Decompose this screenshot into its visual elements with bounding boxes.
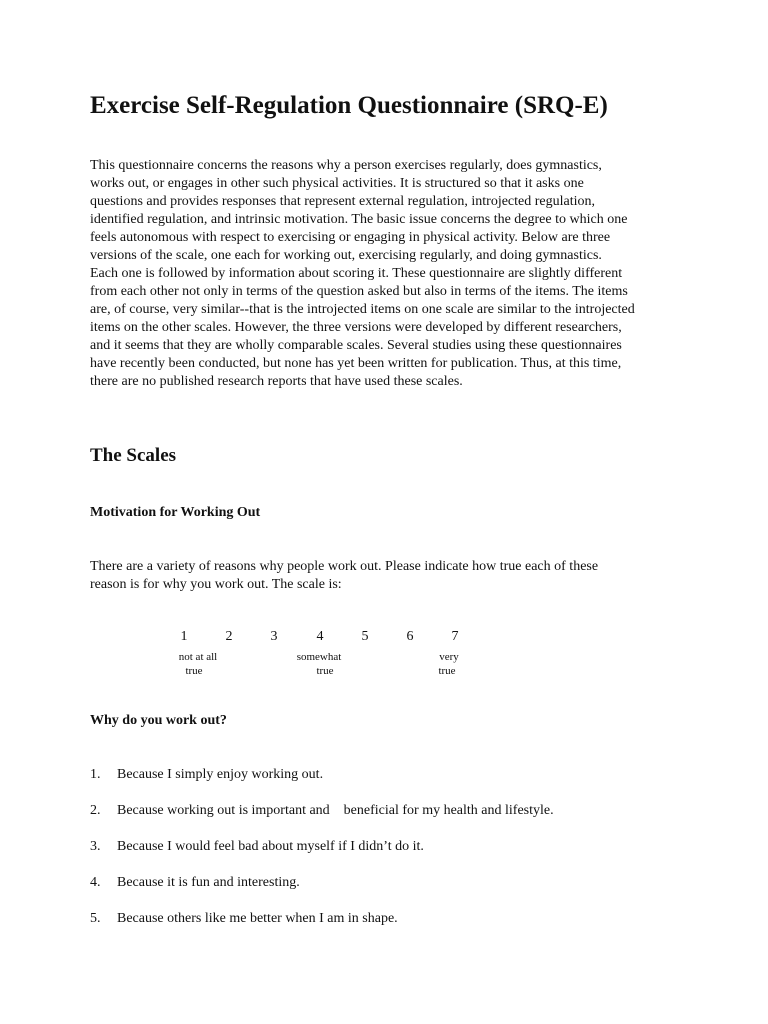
list-item <box>90 803 554 819</box>
item-number: 3. <box>90 839 101 854</box>
intro-line: works out, or engages in other such physical activities. It is structured so that it asks one <box>90 176 584 191</box>
item-text: Because others like me better when I am in shape. <box>117 911 398 926</box>
page-title: Exercise Self-Regulation Questionnaire (SRQ-E) <box>90 92 608 119</box>
scale-point: 7 <box>451 629 459 644</box>
question-heading: Why do you work out? <box>90 713 227 728</box>
sub-heading: Motivation for Working Out <box>90 505 261 520</box>
item-number: 2. <box>90 803 101 818</box>
instruction-line: There are a variety of reasons why people work out. Please indicate how true each of these <box>90 559 599 574</box>
scale-point: 1 <box>180 629 188 644</box>
scale-anchor-high <box>409 650 489 678</box>
scale-anchor-low <box>158 650 238 678</box>
intro-line: questions and provides responses that represent external regulation, introjected regulation, <box>90 194 596 209</box>
item-text: Because working out is important and beneficial for my health and lifestyle. <box>117 803 554 818</box>
scale-anchor-text: somewhat <box>296 651 342 663</box>
item-number: 4. <box>90 875 101 890</box>
scale-point: 2 <box>225 629 233 644</box>
item-text: Because I would feel bad about myself if I didn’t do it. <box>117 839 424 854</box>
item-text: Because it is fun and interesting. <box>117 875 300 890</box>
intro-line: identified regulation, and intrinsic motivation. The basic issue concerns the degree to which one <box>90 212 628 227</box>
intro-line: items on the other scales. However, the three versions were developed by different researchers, <box>90 320 622 335</box>
intro-paragraph <box>90 157 690 391</box>
intro-line: are, of course, very similar--that is the introjected items on one scale are similar to the introjected <box>90 302 635 317</box>
intro-line: from each other not only in terms of the question asked but also in terms of the items. The items <box>90 284 628 299</box>
scale-anchor-text: not at all <box>178 651 218 663</box>
scale-anchor-text: very <box>439 651 459 663</box>
item-text: Because I simply enjoy working out. <box>117 767 324 782</box>
intro-line: versions of the scale, one each for working out, exercising regularly, and doing gymnastics. <box>90 248 602 263</box>
list-item <box>90 767 323 783</box>
scale-point: 4 <box>316 629 324 644</box>
scale-anchor-mid <box>279 650 359 678</box>
intro-line: have recently been conducted, but none has yet been written for publication. Thus, at this time, <box>90 356 622 371</box>
list-item <box>90 839 424 855</box>
scale-anchor-text: true <box>185 665 203 677</box>
list-item <box>90 875 300 891</box>
section-heading: The Scales <box>90 445 177 466</box>
scale-anchor-text: true <box>316 665 334 677</box>
item-number: 5. <box>90 911 101 926</box>
item-number: 1. <box>90 767 101 782</box>
intro-line: feels autonomous with respect to exercising or engaging in physical activity. Below are three <box>90 230 611 245</box>
scale-anchor-text: true <box>438 665 456 677</box>
instruction-line: reason is for why you work out. The scale is: <box>90 577 342 592</box>
instructions-paragraph <box>90 558 598 594</box>
list-item <box>90 911 398 927</box>
intro-line: and it seems that they are wholly comparable scales. Several studies using these questionnaires <box>90 338 622 353</box>
scale-point: 3 <box>270 629 278 644</box>
intro-line: This questionnaire concerns the reasons why a person exercises regularly, does gymnastics, <box>90 158 602 173</box>
scale-point: 5 <box>361 629 369 644</box>
intro-line: there are no published research reports that have used these scales. <box>90 374 463 389</box>
intro-line: Each one is followed by information about scoring it. These questionnaire are slightly different <box>90 266 623 281</box>
scale-point: 6 <box>406 629 414 644</box>
